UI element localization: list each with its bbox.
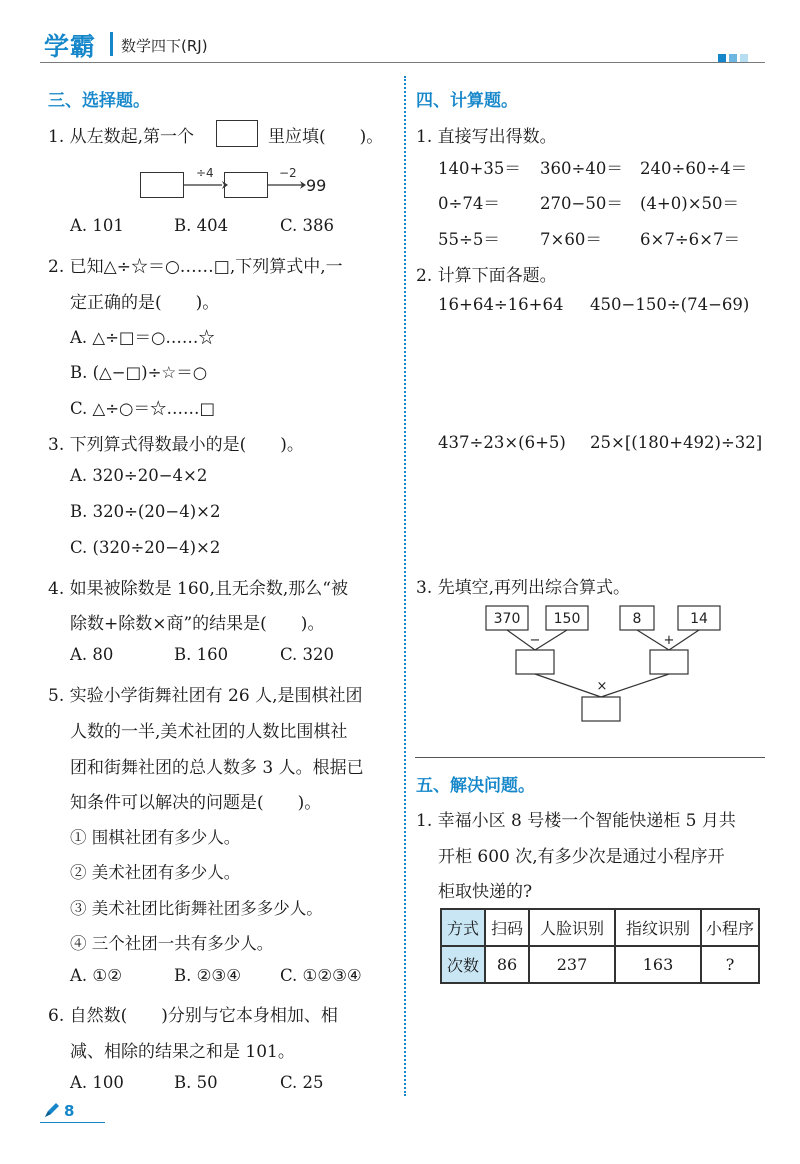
q6-option-a[interactable]: A. 100 xyxy=(70,1073,124,1092)
q1-stem-b: 里应填( )。 xyxy=(268,127,384,147)
tree-box-right-result xyxy=(650,650,688,674)
q1-result: 99 xyxy=(306,176,327,195)
tree-op-times: × xyxy=(596,679,608,694)
q1-option-c[interactable]: C. 386 xyxy=(280,216,335,235)
tree-num-370: 370 xyxy=(493,611,521,627)
table-cell: ? xyxy=(701,946,759,983)
prob-line-1: 1. 幸福小区 8 号楼一个智能快递柜 5 月共 xyxy=(416,811,736,831)
section3-title: 三、选择题。 xyxy=(48,91,150,111)
header-divider xyxy=(110,32,113,56)
q3-option-a[interactable]: A. 320÷20−4×2 xyxy=(70,466,208,485)
q2-stem-b: 定正确的是( )。 xyxy=(70,293,220,313)
prob-line-3: 柜取快递的? xyxy=(438,882,533,902)
q2-option-a[interactable]: A. △÷□＝○……☆ xyxy=(70,328,215,347)
header-rule xyxy=(40,62,765,63)
calc-expr-7: 55÷5＝ xyxy=(438,230,500,249)
calc-expr-6: (4+0)×50＝ xyxy=(640,194,740,213)
q4-option-b[interactable]: B. 160 xyxy=(174,645,229,664)
q4-option-c[interactable]: C. 320 xyxy=(280,645,335,664)
q6-stem-a: 6. 自然数( )分别与它本身相加、相 xyxy=(48,1006,338,1026)
column-divider xyxy=(404,76,406,1096)
q6-option-b[interactable]: B. 50 xyxy=(174,1073,218,1092)
tree-op-minus: − xyxy=(529,633,541,648)
tree-num-14: 14 xyxy=(690,611,708,627)
q2-option-c[interactable]: C. △÷○＝☆……□ xyxy=(70,399,216,418)
q1-box-start[interactable] xyxy=(140,172,184,198)
tree-box-left-result xyxy=(516,650,554,674)
table-cell: 237 xyxy=(529,946,615,983)
calc-expr-3: 240÷60÷4＝ xyxy=(640,159,748,178)
q3-stem: 3. 下列算式得数最小的是( )。 xyxy=(48,435,304,455)
q1-arrow-chain xyxy=(184,164,344,200)
q1-answer-box[interactable] xyxy=(216,120,258,147)
section5-rule xyxy=(415,757,765,758)
table-cell: 86 xyxy=(485,946,529,983)
q2-stem-a: 2. 已知△÷☆＝○……□,下列算式中,一 xyxy=(48,257,343,277)
q5-line-3: 团和街舞社团的总人数多 3 人。根据已 xyxy=(70,758,364,778)
table-cell: 小程序 xyxy=(701,909,759,946)
table-cell: 指纹识别 xyxy=(615,909,701,946)
table-cell: 次数 xyxy=(441,946,485,983)
q1-op2: −2 xyxy=(279,166,297,180)
q5-item-1: ① 围棋社团有多少人。 xyxy=(70,828,241,847)
tree-op-plus: + xyxy=(663,633,675,648)
calc-expr-4: 0÷74＝ xyxy=(438,194,500,213)
table-cell: 扫码 xyxy=(485,909,529,946)
table-cell: 163 xyxy=(615,946,701,983)
q3-option-b[interactable]: B. 320÷(20−4)×2 xyxy=(70,502,221,521)
q4-option-a[interactable]: A. 80 xyxy=(70,645,114,664)
q1-option-b[interactable]: B. 404 xyxy=(174,216,229,235)
q6-stem-b: 减、相除的结果之和是 101。 xyxy=(70,1042,295,1062)
q5-option-c[interactable]: C. ①②③④ xyxy=(280,966,362,985)
section5-title: 五、解决问题。 xyxy=(416,776,535,796)
calc-expr-1: 140+35＝ xyxy=(438,159,521,178)
page-number: 8 xyxy=(64,1102,75,1120)
calc-expr-9: 6×7÷6×7＝ xyxy=(640,230,740,249)
footer-rule xyxy=(40,1122,105,1123)
calc-expr-2: 360÷40＝ xyxy=(540,159,623,178)
pencil-icon xyxy=(42,1100,62,1120)
q5-option-b[interactable]: B. ②③④ xyxy=(174,966,241,985)
calc-q3-stem: 3. 先填空,再列出综合算式。 xyxy=(416,578,631,598)
tree-num-8: 8 xyxy=(632,611,642,627)
calc-expr-8: 7×60＝ xyxy=(540,230,602,249)
table-row xyxy=(441,946,759,983)
prob-line-2: 开柜 600 次,有多少次是通过小程序开 xyxy=(438,847,725,867)
table-cell: 人脸识别 xyxy=(529,909,615,946)
calc-q1-stem: 1. 直接写出得数。 xyxy=(416,127,557,147)
q4-stem-a: 4. 如果被除数是 160,且无余数,那么“被 xyxy=(48,579,348,599)
book-subtitle: 数学四下(RJ) xyxy=(121,37,208,55)
section4-title: 四、计算题。 xyxy=(416,91,518,111)
q5-item-3: ③ 美术社团比街舞社团多多少人。 xyxy=(70,899,323,918)
table-row xyxy=(441,909,759,946)
q5-line-4: 知条件可以解决的问题是( )。 xyxy=(70,793,322,813)
table-cell: 方式 xyxy=(441,909,485,946)
q1-op1: ÷4 xyxy=(196,166,214,180)
q3-option-c[interactable]: C. (320÷20−4)×2 xyxy=(70,538,221,557)
calc-tree-diagram xyxy=(480,600,740,726)
q4-stem-b: 除数+除数×商”的结果是( )。 xyxy=(70,614,325,634)
calc-q2-expr-3: 437÷23×(6+5) xyxy=(438,433,566,452)
q2-option-b[interactable]: B. (△−□)÷☆＝○ xyxy=(70,363,208,382)
calc-expr-5: 270−50＝ xyxy=(540,194,623,213)
calc-q2-stem: 2. 计算下面各题。 xyxy=(416,266,557,286)
q6-option-c[interactable]: C. 25 xyxy=(280,1073,324,1092)
q5-option-a[interactable]: A. ①② xyxy=(70,966,122,985)
q5-line-2: 人数的一半,美术社团的人数比围棋社 xyxy=(70,722,348,742)
calc-q2-expr-1: 16+64÷16+64 xyxy=(438,295,564,314)
calc-q2-expr-2: 450−150÷(74−69) xyxy=(590,295,750,314)
survey-table xyxy=(440,908,760,984)
q5-item-2: ② 美术社团有多少人。 xyxy=(70,863,241,882)
q5-item-4: ④ 三个社团一共有多少人。 xyxy=(70,934,274,953)
logo: 学霸 xyxy=(44,32,97,61)
tree-num-150: 150 xyxy=(553,611,581,627)
q5-line-1: 5. 实验小学街舞社团有 26 人,是围棋社团 xyxy=(48,686,363,706)
calc-q2-expr-4: 25×[(180+492)÷32] xyxy=(590,433,763,452)
q1-option-a[interactable]: A. 101 xyxy=(70,216,124,235)
tree-box-final xyxy=(582,697,620,721)
decor-squares-icon xyxy=(718,47,751,66)
q1-stem-a: 1. 从左数起,第一个 xyxy=(48,127,195,147)
